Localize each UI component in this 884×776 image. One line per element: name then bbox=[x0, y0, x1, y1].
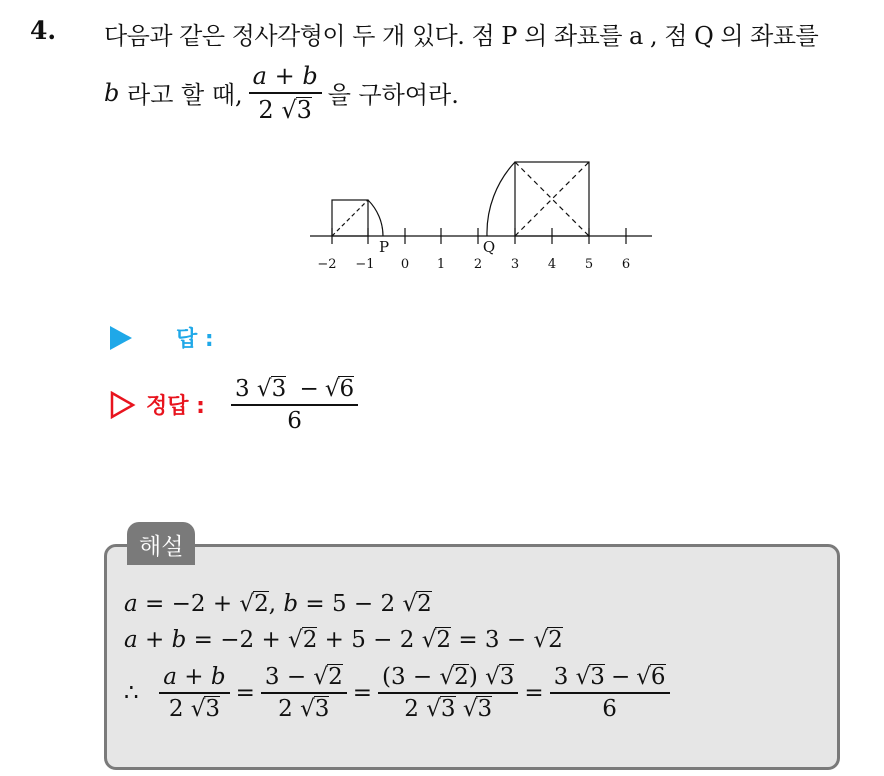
tick-label: 0 bbox=[400, 257, 410, 272]
question-line-1: 다음과 같은 정사각형이 두 개 있다. 점 P 의 좌표를 a , 점 Q 의 좌표를 bbox=[104, 22, 819, 50]
question-fraction bbox=[249, 62, 322, 124]
explanation-content bbox=[124, 586, 676, 722]
solution-denominator: 6 bbox=[287, 407, 302, 434]
question-line-2 bbox=[104, 62, 459, 124]
outline-triangle-icon bbox=[110, 391, 136, 419]
point-q-label: Q bbox=[482, 238, 496, 256]
solution-label: 정답 : bbox=[146, 394, 205, 420]
tick-label: 2 bbox=[473, 257, 483, 272]
question-number: 4. bbox=[30, 16, 57, 45]
explanation-fraction-1: $\frac{a + b}{2 √3}$ bbox=[159, 664, 229, 722]
explanation-fraction-4: $\frac{3 √3 - √6}{6}$ bbox=[550, 664, 670, 722]
fraction-denominator: 2 √3 bbox=[258, 95, 312, 124]
fraction-numerator: a + b bbox=[252, 62, 318, 90]
question-text-post: 을 구하여라. bbox=[327, 81, 459, 110]
tick-label: 5 bbox=[584, 257, 594, 272]
solution-fraction bbox=[231, 376, 358, 434]
tick-label: 3 bbox=[510, 257, 520, 272]
explanation-line-3: ∴ $\frac{a + b}{2 √3}$ = $\frac{3 - √2}{2 √3}$ = $\frac{(3 - √2) √3}{2 √3 √3}$ = $\frac{3 √3 - √6}{6}$ bbox=[124, 664, 676, 722]
explanation-line-1: a = −2 + √ 2 , b = 5 − 2 √ 2 bbox=[124, 591, 432, 618]
tick-label: 4 bbox=[547, 257, 557, 272]
answer-label: 답 : bbox=[176, 327, 214, 352]
tick-label: 6 bbox=[621, 257, 631, 272]
explanation-fraction-3: $\frac{(3 - √2) √3}{2 √3 √3}$ bbox=[378, 664, 518, 722]
tick-label: −2 bbox=[317, 257, 337, 272]
solution-row bbox=[110, 376, 364, 434]
play-triangle-icon bbox=[110, 326, 132, 350]
tick-labels bbox=[317, 257, 630, 272]
tick-label: 1 bbox=[436, 257, 446, 272]
small-square bbox=[332, 200, 383, 236]
point-p-label: P bbox=[378, 238, 390, 256]
number-line-figure bbox=[300, 150, 670, 280]
solution-numerator: 3 √3 − √6 bbox=[234, 376, 355, 402]
answer-row bbox=[110, 322, 214, 353]
explanation-line-2: a + b = −2 + √ 2 + 5 − 2 √ 2 = 3 − √ 2 bbox=[124, 627, 563, 654]
variable-b: b bbox=[104, 78, 120, 107]
large-square bbox=[487, 162, 589, 236]
explanation-fraction-2: $\frac{3 - √2}{2 √3}$ bbox=[261, 664, 347, 722]
question-text-pre: 라고 할 때, bbox=[127, 81, 243, 110]
tick-label: −1 bbox=[355, 257, 375, 272]
explanation-tag: 해설 bbox=[127, 522, 195, 565]
